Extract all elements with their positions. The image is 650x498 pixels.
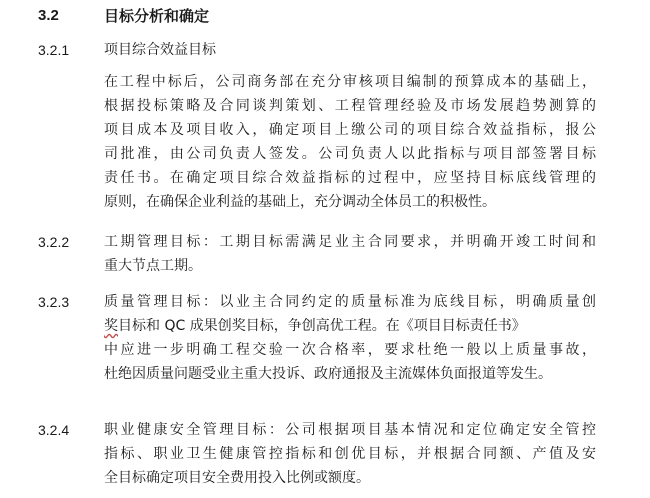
subsection-number: 3.2.2	[38, 234, 70, 250]
paragraph-line-with-squiggle	[104, 314, 596, 338]
paragraph-3-2-2	[104, 230, 596, 278]
paragraph-line: 工期管理目标：工期目标需满足业主合同要求，并明确开竣工时间和	[104, 234, 596, 250]
paragraph-line: 职业健康安全管理目标：公司根据项目基本情况和定位确定安全管控	[104, 422, 596, 438]
section-title: 目标分析和确定	[104, 7, 210, 25]
subsection-number: 3.2.1	[38, 42, 70, 58]
paragraph-line: 司批准，由公司负责人签发。公司负责人以此指标与项目部签署目标	[104, 146, 596, 162]
paragraph-line: 项目成本及项目收入，确定项目上缴公司的项目综合效益指标，报公	[104, 122, 596, 138]
paragraph-3-2-1	[104, 70, 596, 214]
paragraph-3-2-3	[104, 290, 596, 386]
paragraph-line: 原则，在确保企业利益的基础上，充分调动全体员工的积极性。	[104, 194, 496, 210]
paragraph-3-2-4	[104, 418, 596, 490]
paragraph-line: 在工程中标后，公司商务部在充分审核项目编制的预算成本的基础上，	[104, 74, 596, 90]
paragraph-line: 杜绝因质量问题受业主重大投诉、政府通报及主流媒体负面报道等发生。	[104, 366, 552, 382]
subsection-title: 项目综合效益目标	[104, 42, 216, 58]
spell-check-squiggle: 奖	[104, 318, 118, 334]
paragraph-line: 责任书。在确定项目综合效益指标的过程中，应坚持目标底线管理的	[104, 170, 596, 186]
paragraph-line: 指标、职业卫生健康管控指标和创优目标，并根据合同额、产值及安	[104, 446, 596, 462]
paragraph-line: 质量管理目标：以业主合同约定的质量标准为底线目标，明确质量创	[104, 294, 596, 310]
subsection-number: 3.2.3	[38, 294, 70, 310]
paragraph-line-rest: 目标和 QC 成果创奖目标，争创高优工程。在《项目目标责任书》	[118, 318, 526, 334]
paragraph-line: 中应进一步明确工程交验一次合格率，要求杜绝一般以上质量事故，	[104, 342, 596, 358]
paragraph-line: 全目标确定项目安全费用投入比例或额度。	[104, 470, 370, 486]
paragraph-line: 重大节点工期。	[104, 258, 202, 274]
subsection-number: 3.2.4	[38, 422, 70, 438]
section-number: 3.2	[38, 7, 59, 24]
paragraph-line: 根据投标策略及合同谈判策划、工程管理经验及市场发展趋势测算的	[104, 98, 596, 114]
